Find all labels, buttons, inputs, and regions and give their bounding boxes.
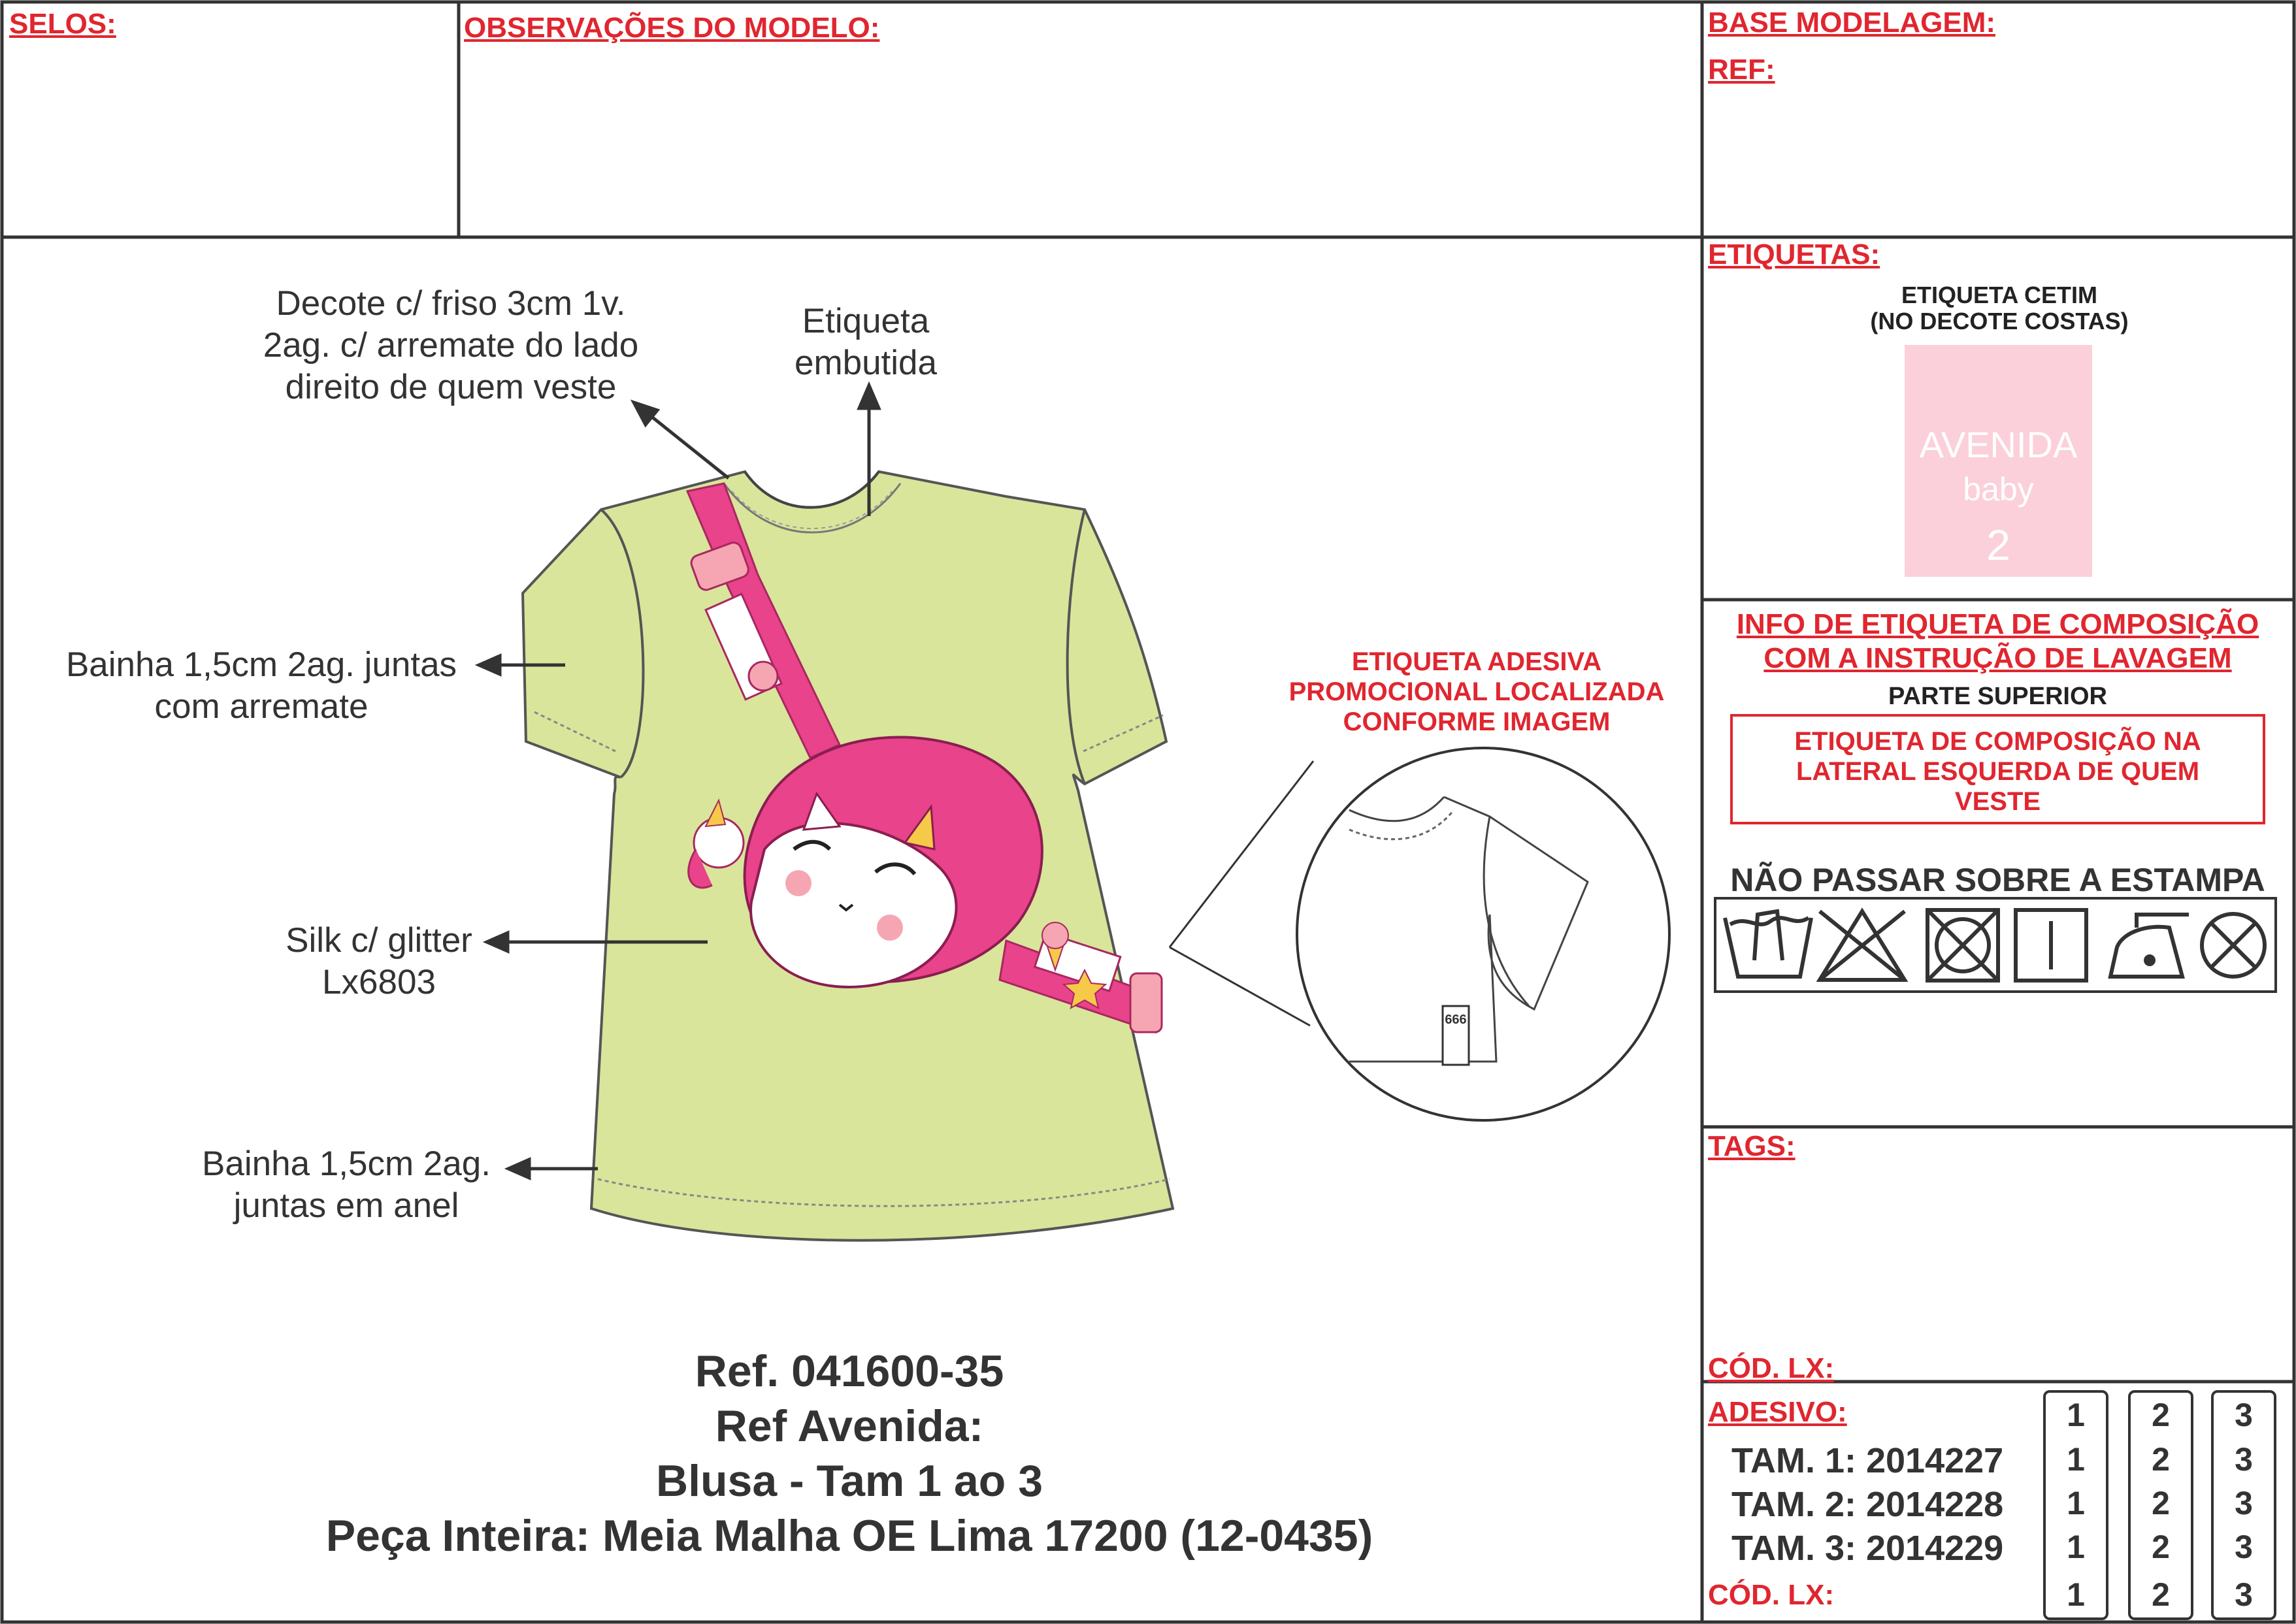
adesivo-header: ADESIVO: (1708, 1396, 1847, 1428)
reference-avenida: Ref Avenida: (715, 1401, 984, 1451)
adesivo-col3-num: 3 (2235, 1529, 2253, 1565)
care-icons (1725, 910, 2265, 981)
adesivo-col2-num: 2 (2152, 1529, 2170, 1565)
warning-text: NÃO PASSAR SOBRE A ESTAMPA (1730, 862, 2265, 898)
no-tumble-dry-icon (1927, 910, 1998, 981)
tshirt-illustration (523, 472, 1173, 1241)
base-modelagem-header: BASE MODELAGEM: (1708, 7, 1995, 39)
etiqueta-adesiva-callout: ETIQUETA ADESIVA PROMOCIONAL LOCALIZADA CONFORME IMAGEM (1288, 647, 1665, 736)
etiquetas-header: ETIQUETAS: (1708, 238, 1880, 270)
reference-description: Blusa - Tam 1 ao 3 (655, 1456, 1043, 1506)
satin-label-brand: AVENIDA (1919, 424, 2078, 465)
adesivo-col1-num: 1 (2067, 1485, 2085, 1521)
bainha-manga-callout: Bainha 1,5cm 2ag. juntas com arremate (65, 645, 457, 726)
silk-callout: Silk c/ glitter Lx6803 (286, 921, 472, 1001)
bainha-barra-callout: Bainha 1,5cm 2ag. juntas em anel (202, 1145, 491, 1225)
adesivo-col3-num: 3 (2235, 1485, 2253, 1521)
composicao-title: INFO DE ETIQUETA DE COMPOSIÇÃO COM A INSTRUÇÃO DE LAVAGEM (1736, 608, 2259, 674)
satin-label-sub: baby (1963, 471, 2034, 508)
composicao-part: PARTE SUPERIOR (1888, 683, 2107, 710)
adesivo-col2-num: 2 (2152, 1576, 2170, 1613)
selos-header: SELOS: (9, 8, 116, 40)
adesivo-row-2: TAM. 2: 2014228 (1731, 1485, 2004, 1524)
label-detail-magnifier (1170, 748, 1669, 1120)
adesivo-col1-num: 1 (2067, 1441, 2085, 1478)
adesivo-col2-num: 2 (2152, 1485, 2170, 1521)
no-dry-clean-icon (2202, 914, 2265, 977)
adesivo-col1-num: 1 (2067, 1529, 2085, 1565)
observacoes-header: OBSERVAÇÕES DO MODELO: (464, 12, 880, 44)
iron-low-icon (2110, 915, 2189, 977)
etiqueta-embutida-callout: Etiqueta embutida (794, 302, 938, 382)
adesivo-col3-num: 3 (2235, 1576, 2253, 1613)
reference-fabric: Peça Inteira: Meia Malha OE Lima 17200 (12-0435) (325, 1511, 1373, 1561)
ref-header: REF: (1708, 54, 1775, 86)
no-bleach-icon (1820, 911, 1905, 980)
detail-tag-code: 666 (1445, 1013, 1467, 1027)
satin-label-size: 2 (1986, 521, 2010, 569)
line-dry-icon (2016, 910, 2086, 981)
adesivo-col3-num: 3 (2235, 1397, 2253, 1433)
hand-wash-icon (1725, 911, 1811, 977)
composicao-box-text: ETIQUETA DE COMPOSIÇÃO NA LATERAL ESQUERDA DE QUEM VESTE (1794, 727, 2201, 816)
adesivo-col2-num: 2 (2152, 1397, 2170, 1433)
adesivo-col1-num: 1 (2067, 1397, 2085, 1433)
tags-header: TAGS: (1708, 1130, 1796, 1162)
adesivo-row-3: TAM. 3: 2014229 (1731, 1529, 2004, 1568)
adesivo-col1-num: 1 (2067, 1576, 2085, 1613)
satin-label-title: ETIQUETA CETIM (NO DECOTE COSTAS) (1870, 282, 2129, 334)
adesivo-col2-num: 2 (2152, 1441, 2170, 1478)
cod-lx-bottom-header: CÓD. LX: (1708, 1579, 1835, 1611)
decote-callout: Decote c/ friso 3cm 1v. 2ag. c/ arremate do lado direito de quem veste (263, 284, 639, 406)
cod-lx-top-header: CÓD. LX: (1708, 1352, 1835, 1384)
reference-code: Ref. 041600-35 (695, 1346, 1004, 1396)
adesivo-col3-num: 3 (2235, 1441, 2253, 1478)
adesivo-row-1: TAM. 1: 2014227 (1731, 1441, 2004, 1480)
